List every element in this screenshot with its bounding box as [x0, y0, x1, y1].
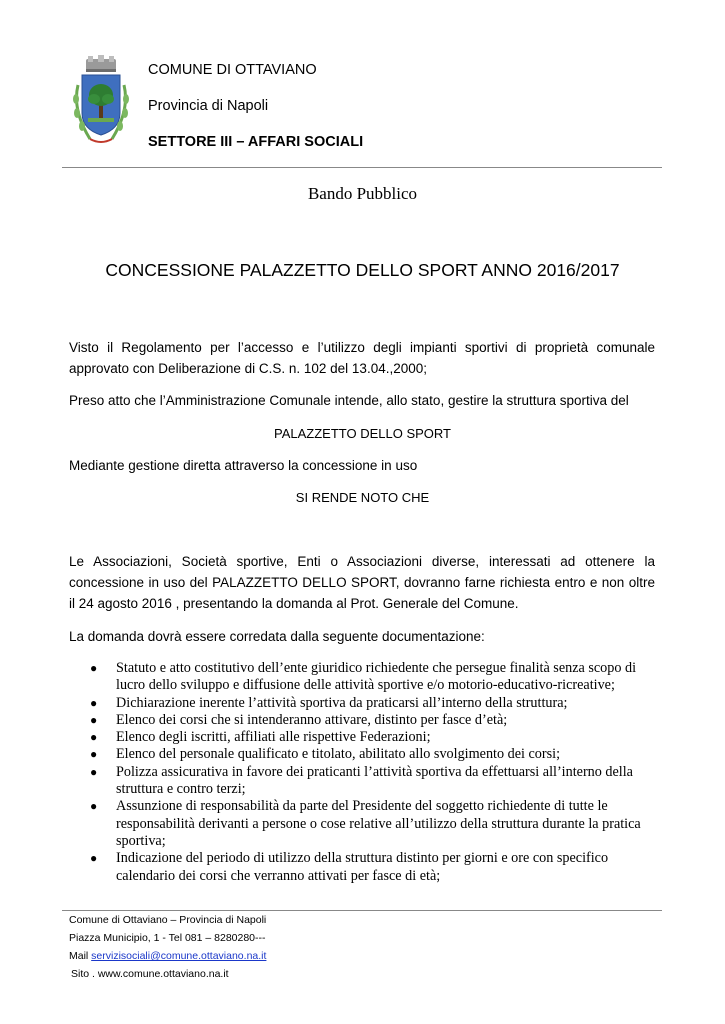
header-divider	[62, 167, 662, 168]
paragraph-regulation: Visto il Regolamento per l’accesso e l’utilizzo degli impianti sportivi di proprietà comunale approvato con Deliberazione di C.S. n. 102 del 13.04.,2000;	[69, 340, 655, 376]
footer-mail: Mail servizisociali@comune.ottaviano.na.it	[69, 950, 267, 962]
bullet-icon: ●	[90, 712, 98, 727]
bullet-icon: ●	[90, 730, 98, 745]
bullet-icon: ●	[90, 799, 98, 814]
list-item: ● Assunzione di responsabilità da parte del Presidente del soggetto richiedente di tutte le responsabilità derivanti a persone o cose relative all’utilizzo della struttura durante la pratica sportiva;	[90, 798, 641, 849]
document-kind: Bando Pubblico	[307, 184, 418, 203]
list-item: ● Polizza assicurativa in favore dei praticanti l’attività sportiva da effettuarsi all’interno della struttura e contro terzi;	[90, 763, 633, 798]
paragraph-management: Mediante gestione diretta attraverso la concessione in uso	[69, 458, 418, 473]
footer-divider	[62, 910, 662, 911]
list-item: ● Elenco del personale qualificato e titolato, abilitato allo svolgimento dei corsi;	[90, 746, 561, 763]
paragraph-documentation: La domanda dovrà essere corredata dalla seguente documentazione:	[69, 629, 485, 644]
footer-site: Sito . www.comune.ottaviano.na.it	[71, 968, 229, 980]
paragraph-application: Le Associazioni, Società sportive, Enti o Associazioni diverse, interessati ad ottenere la concessione in uso del PALAZZETTO DELLO SPORT, dovranno farne richiesta entro e non oltre il 24 agosto 2016 , presentando la domanda al Prot. Generale del Comune.	[69, 554, 655, 611]
bullet-icon: ●	[90, 851, 98, 866]
bullet-icon: ●	[90, 747, 98, 762]
email-link[interactable]: servizisociali@comune.ottaviano.na.it	[91, 950, 267, 962]
footer-address-line1: Comune di Ottaviano – Provincia di Napoli	[69, 914, 267, 926]
requirements-list	[88, 660, 668, 885]
province-name: Provincia di Napoli	[148, 98, 269, 114]
list-item: ● Indicazione del periodo di utilizzo della struttura distinto per giorni e ore con specifico calendario dei corsi che verranno attivati per fasce di età;	[90, 850, 609, 884]
facility-name: PALAZZETTO DELLO SPORT	[274, 426, 451, 441]
sector-name: SETTORE III – AFFARI SOCIALI	[148, 134, 364, 150]
list-item: ● Dichiarazione inerente l’attività sportiva da praticarsi all’interno della struttura;	[90, 694, 568, 711]
document-title: CONCESSIONE PALAZZETTO DELLO SPORT ANNO 2016/2017	[105, 260, 620, 280]
bullet-icon: ●	[90, 661, 98, 675]
list-item: ● Elenco dei corsi che si intenderanno attivare, distinto per fasce d’età;	[90, 711, 508, 728]
municipal-crest-logo	[70, 55, 132, 147]
paragraph-administration: Preso atto che l’Amministrazione Comunale intende, allo stato, gestire la struttura sportiva del	[69, 393, 629, 408]
footer-address-line2: Piazza Municipio, 1 - Tel 081 – 8280280---	[69, 932, 266, 944]
list-item: ● Elenco degli iscritti, affiliati alle rispettive Federazioni;	[90, 729, 431, 746]
bullet-icon: ●	[90, 764, 98, 779]
list-item: ● Statuto e atto costitutivo dell’ente giuridico richiedente che persegue finalità senza scopo di lucro dello sviluppo e diffusione delle attività sportive e/o motorio-educativo-ricreative;	[90, 660, 637, 694]
notice-heading: SI RENDE NOTO CHE	[295, 490, 430, 505]
municipality-name: COMUNE DI OTTAVIANO	[148, 62, 317, 78]
bullet-icon: ●	[90, 695, 98, 710]
